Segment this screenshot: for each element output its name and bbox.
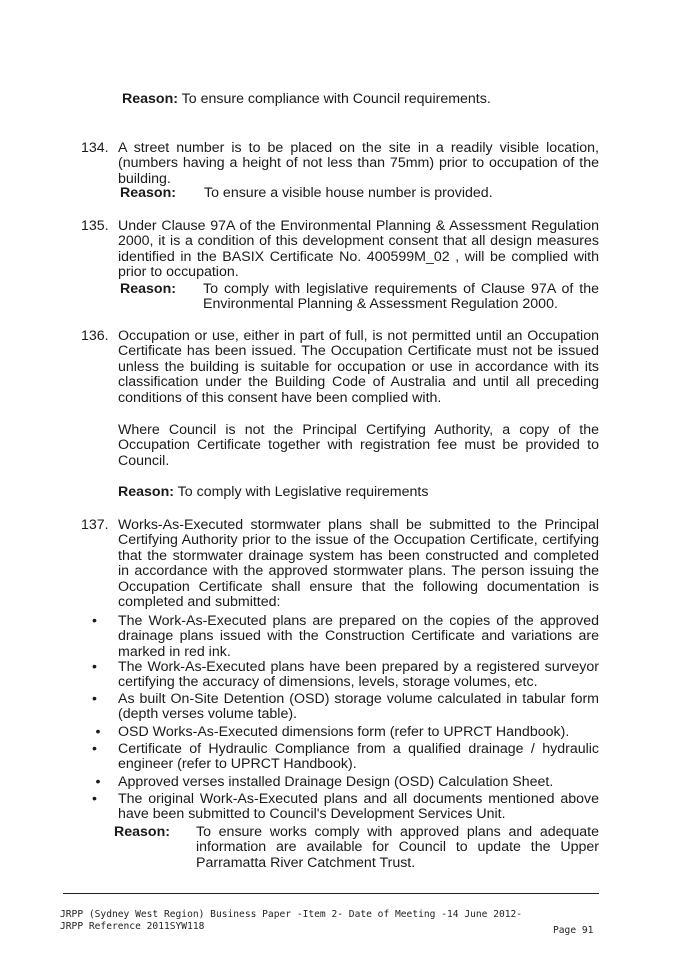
- reason-label: Reason:: [114, 824, 170, 840]
- list-item-text: The Work-As-Executed plans have been prepared by a registered surveyor certifying the accuracy of dimensions, levels, storage volumes, etc.: [118, 659, 599, 691]
- condition-body-136-paragraph-2: Where Council is not the Principal Certifying Authority, a copy of the Occupation Certificate together with registration fee must be provided to Council.: [118, 422, 599, 469]
- list-item: [92, 659, 599, 691]
- reason-label: Reason:: [120, 281, 176, 297]
- condition-reason-136: [118, 485, 428, 500]
- footer-line-2: JRPP Reference 2011SYW118: [60, 921, 205, 932]
- reason-text: To ensure compliance with Council requirements.: [181, 91, 491, 107]
- condition-body-137: Works-As-Executed stormwater plans shall be submitted to the Principal Certifying Authority prior to the issue of the Occupation Certificate, certifying that the stormwater drainage system has been constructed and completed in accordance with the approved stormwater plans. The person issuing the Occupation Certificate shall ensure that the following documentation is completed and submitted:: [118, 517, 599, 611]
- reason-text: To ensure a visible house number is provided.: [204, 185, 493, 201]
- condition-number-134: 134.: [81, 140, 109, 156]
- bullet-icon: •: [95, 774, 101, 790]
- condition-body-136: Occupation or use, either in part of full, is not permitted until an Occupation Certificate has been issued. The Occupation Certificate must not be issued unless the building is suitable for occupation or use in accordance with its classification under the Building Code of Australia and until all preceding conditions of this consent have been complied with.: [118, 328, 599, 406]
- bullet-icon: •: [92, 691, 97, 707]
- page-number: Page 91: [553, 925, 594, 936]
- reason-label: Reason:: [120, 185, 176, 201]
- bullet-icon: •: [95, 724, 101, 740]
- bullet-icon: •: [92, 741, 97, 757]
- condition-number-137: 137.: [81, 517, 109, 533]
- reason-label: Reason:: [118, 484, 174, 500]
- list-item: [92, 691, 599, 723]
- list-item-text: The original Work-As-Executed plans and all documents mentioned above have been submitted to Council's Development Services Unit.: [118, 791, 599, 823]
- list-item: [92, 791, 599, 823]
- list-item-text: As built On-Site Detention (OSD) storage volume calculated in tabular form (depth verses volume table).: [118, 691, 599, 723]
- footer-divider: [63, 893, 599, 894]
- condition-body-135: Under Clause 97A of the Environmental Planning & Assessment Regulation 2000, it is a condition of this development consent that all design measures identified in the BASIX Certificate No. 400599M_02 , will be complied with prior to occupation.: [118, 218, 599, 281]
- list-item-text: Certificate of Hydraulic Compliance from a qualified drainage / hydraulic engineer (refer to UPRCT Handbook).: [118, 741, 599, 773]
- list-item-text: Approved verses installed Drainage Design (OSD) Calculation Sheet.: [118, 774, 554, 790]
- reason-text: To ensure works comply with approved plans and adequate information are available for Council to update the Upper Parramatta River Catchment Trust.: [196, 824, 599, 871]
- top-reason: [122, 92, 491, 107]
- list-item: [95, 774, 599, 790]
- list-item: [92, 741, 599, 773]
- bullet-icon: •: [92, 791, 97, 807]
- list-item: [92, 613, 599, 660]
- condition-number-135: 135.: [81, 218, 109, 234]
- reason-text: To comply with Legislative requirements: [177, 484, 429, 500]
- condition-body-134: A street number is to be placed on the site in a readily visible location, (numbers having a height of not less than 75mm) prior to occupation of the building.: [118, 140, 599, 187]
- footer-line-1: JRPP (Sydney West Region) Business Paper -Item 2- Date of Meeting -14 June 2012-: [60, 909, 523, 920]
- reason-text: To comply with legislative requirements of Clause 97A of the Environmental Planning & Assessment Regulation 2000.: [203, 281, 599, 313]
- bullet-icon: •: [92, 659, 97, 675]
- list-item-text: The Work-As-Executed plans are prepared on the copies of the approved drainage plans issued with the Construction Certificate and variations are marked in red ink.: [118, 613, 599, 660]
- bullet-icon: •: [92, 613, 97, 629]
- list-item-text: OSD Works-As-Executed dimensions form (refer to UPRCT Handbook).: [118, 724, 570, 740]
- list-item: [95, 724, 599, 740]
- reason-label: Reason:: [122, 91, 178, 107]
- condition-number-136: 136.: [81, 328, 109, 344]
